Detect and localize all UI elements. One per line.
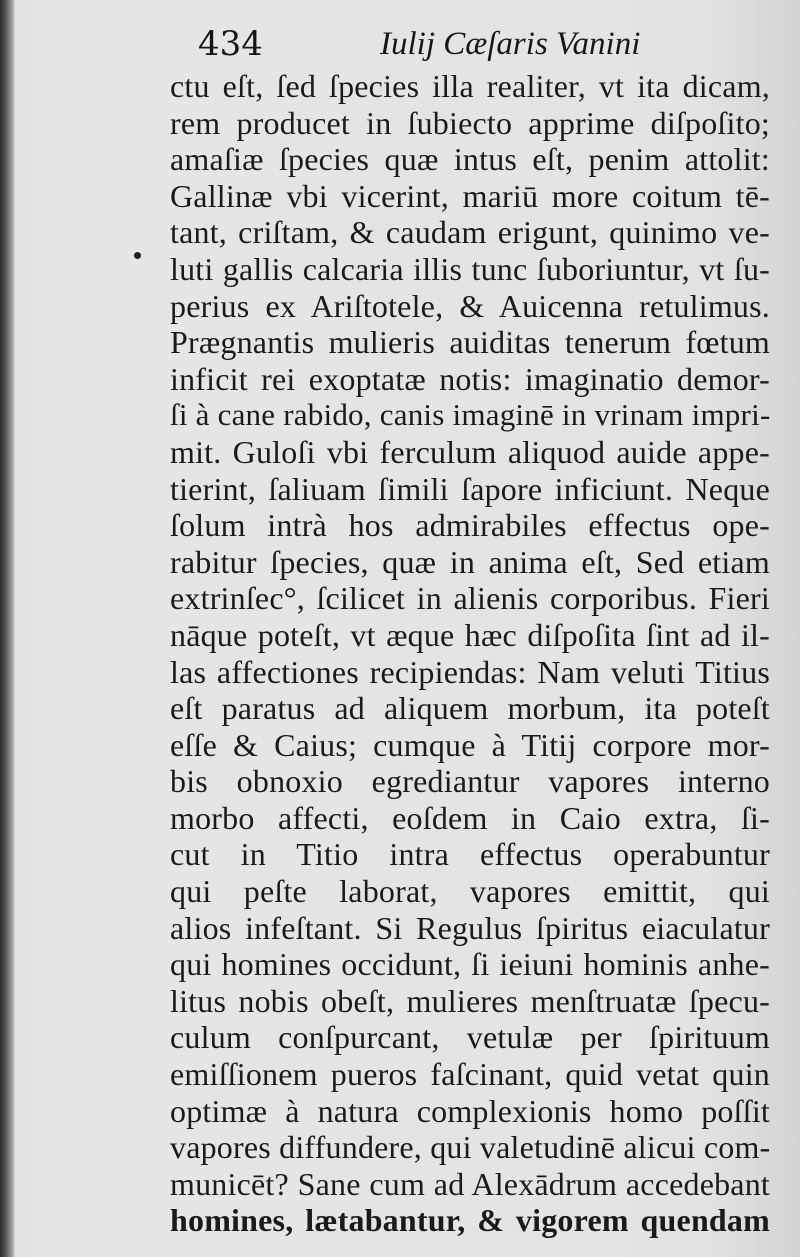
text-line: nāque poteſt, vt æque hæc diſpoſita ſint ad il- [170,616,770,653]
running-head: Iulij Cæſaris Vanini [380,26,641,62]
page-header [190,18,710,66]
text-line: cut in Titio intra effectus operabuntur [170,836,770,873]
text-line: las affectiones recipiendas: Nam veluti Titius [170,653,770,690]
text-line: ctu eſt, ſed ſpecies illa realiter, vt ita dicam, [170,68,770,104]
text-line: Gallinæ vbi vicerint, mariū more coitum tē- [170,177,770,214]
text-line: eſt paratus ad aliquem morbum, ita poteſt [170,690,770,727]
text-line: rem producet in ſubiecto apprime diſpoſito; [170,104,770,141]
text-line: tant, criſtam, & caudam erigunt, quinimo ve- [170,214,770,251]
text-line: ſolum intrà hos admirabiles effectus ope- [170,507,770,544]
text-line: inficit rei exoptatæ notis: imaginatio demor- [170,360,770,397]
text-line: municēt? Sane cum ad Alexādrum accedebant [170,1165,770,1202]
text-line: qui peſte laborat, vapores emittit, qui [170,873,770,910]
text-line: vapores diffundere, qui valetudinē alicui com- [170,1129,771,1166]
text-line: Prægnantis mulieris auiditas tenerum fœtum [170,324,770,361]
text-line: tierint, ſaliuam ſimili ſapore inficiunt. Neque [170,470,770,507]
text-line: mit. Guloſi vbi ferculum aliquod auide appe- [170,433,770,470]
text-line: extrinſec°, ſcilicet in alienis corporibus. Fieri [170,580,770,617]
text-line: optimæ à natura complexionis homo poſſit [170,1092,770,1129]
text-line: alios infeſtant. Si Regulus ſpiritus eiaculatur [170,909,770,946]
book-spine-shadow [0,0,14,1257]
text-line: perius ex Ariſtotele, & Auicenna retulimus. [170,287,770,324]
text-line: culum conſpurcant, vetulæ per ſpirituum [170,1019,770,1056]
text-line: eſſe & Caius; cumque à Titij corpore mor- [170,726,770,763]
text-line: rabitur ſpecies, quæ in anima eſt, Sed etiam [170,543,770,580]
text-line: homines, lætabantur, & vigorem quendam [170,1202,770,1239]
text-line: ſi à cane rabido, canis imaginē in vrinam impri- [170,397,771,433]
margin-dot-mark [134,252,141,259]
text-line: morbo affecti, eoſdem in Caio extra, ſi- [170,799,770,836]
text-line: qui homines occidunt, ſi ieiuni hominis anhe- [170,946,770,983]
page-number: 434 [198,24,263,64]
text-line: bis obnoxio egrediantur vapores interno [170,763,770,800]
text-line: luti gallis calcaria illis tunc ſuboriuntur, vt ſu- [170,250,770,287]
body-text [170,68,770,1239]
text-line: amaſiæ ſpecies quæ intus eſt, penim attolit: [170,141,770,178]
text-line: litus nobis obeſt, mulieres menſtruatæ ſpecu- [170,982,770,1019]
text-line: emiſſionem pueros faſcinant, quid vetat quin [170,1056,770,1093]
